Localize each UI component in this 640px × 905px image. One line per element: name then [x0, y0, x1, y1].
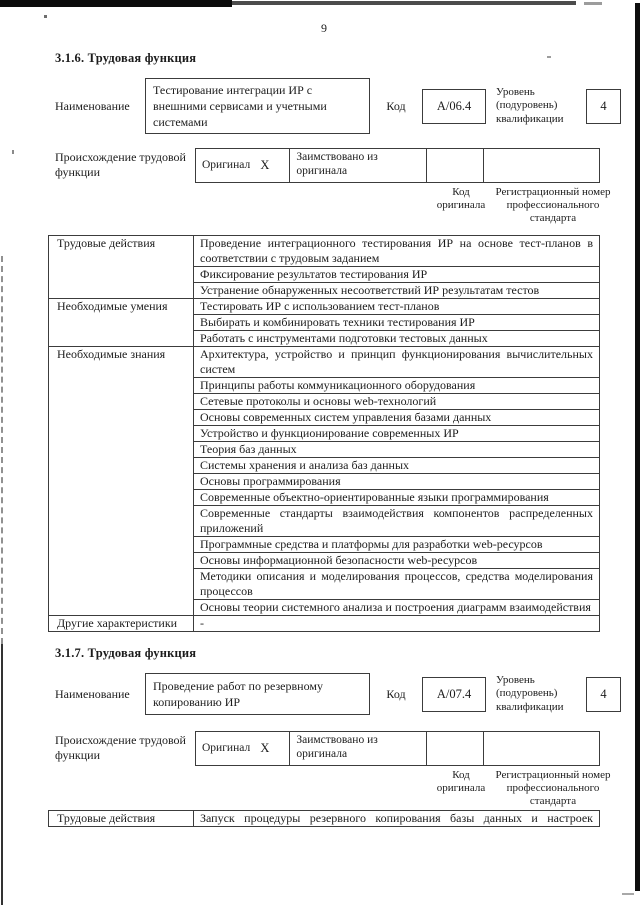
table-cell: Теория баз данных: [194, 442, 600, 458]
origin-original-label: Оригинал: [202, 158, 251, 171]
origin-reg-cell: [484, 149, 600, 183]
function-name-value: Проведение работ по резервному копированию ИР: [153, 679, 323, 709]
origin-label: Происхождение трудовой функции: [55, 733, 186, 762]
table-cell: Современные стандарты взаимодействия компонентов распределенных приложений: [194, 506, 600, 537]
level-label: Уровень (подуровень) квалификации: [496, 673, 564, 713]
origin-original-cell: [196, 732, 290, 766]
table-cell: Выбирать и комбинировать техники тестирования ИР: [194, 315, 600, 331]
row-label-other: Другие характеристики: [49, 616, 194, 632]
origin-sub-labels: [430, 769, 611, 808]
origin-code-cell: [426, 149, 483, 183]
level-value: 4: [600, 686, 607, 701]
row-label-actions: Трудовые действия: [49, 811, 194, 827]
origin-x-mark: X: [260, 157, 270, 172]
function-code-value: А/07.4: [436, 686, 472, 701]
table-cell: Запуск процедуры резервного копирования базы данных и настроек: [194, 811, 600, 827]
origin-reg-label: Регистрационный номер профессионального стандарта: [495, 186, 611, 224]
function-table-316: [48, 235, 600, 632]
level-value-box: [586, 677, 621, 712]
section-heading-317: 3.1.7. Трудовая функция: [55, 646, 197, 660]
origin-code-cell: [426, 732, 483, 766]
table-cell: Тестировать ИР с использованием тест-планов: [194, 299, 600, 315]
section-heading-316: 3.1.6. Трудовая функция: [55, 51, 197, 65]
origin-borrowed-cell: Заимствовано из оригинала: [290, 149, 427, 183]
origin-original-label: Оригинал: [202, 741, 251, 754]
table-cell: Фиксирование результатов тестирования ИР: [194, 267, 600, 283]
table-cell: Архитектура, устройство и принцип функционирования вычислительных систем: [194, 347, 600, 378]
function-name-box: [145, 673, 370, 715]
table-cell: Основы современных систем управления базами данных: [194, 410, 600, 426]
table-cell: Основы теории системного анализа и построения диаграмм взаимодействия: [194, 600, 600, 616]
origin-code-label: Код оригинала: [436, 186, 486, 211]
origin-x-mark: X: [260, 740, 270, 755]
function-code-box: [422, 89, 486, 124]
origin-row-316: [55, 148, 600, 183]
function-name-box: [145, 78, 370, 134]
table-cell: Устранение обнаруженных несоответствий ИР результатам тестов: [194, 283, 600, 299]
level-value: 4: [600, 98, 607, 113]
code-label: Код: [386, 98, 406, 113]
table-cell: Основы информационной безопасности web-ресурсов: [194, 553, 600, 569]
function-code-box: [422, 677, 486, 712]
table-cell: Сетевые протоколы и основы web-технологий: [194, 394, 600, 410]
table-cell: Устройство и функционирование современных ИР: [194, 426, 600, 442]
table-cell: Системы хранения и анализа баз данных: [194, 458, 600, 474]
origin-label: Происхождение трудовой функции: [55, 150, 186, 179]
row-label-knowledge: Необходимые знания: [49, 347, 194, 616]
name-label: Наименование: [55, 98, 130, 113]
table-cell: -: [194, 616, 600, 632]
name-label: Наименование: [55, 686, 130, 701]
table-cell: Программные средства и платформы для разработки web-ресурсов: [194, 537, 600, 553]
table-cell: Принципы работы коммуникационного оборудования: [194, 378, 600, 394]
origin-reg-cell: [484, 732, 600, 766]
origin-sub-labels: [430, 186, 611, 225]
page-number: 9: [321, 21, 327, 35]
scan-artifact-speck: [622, 893, 634, 895]
table-cell: Проведение интеграционного тестирования ИР на основе тест-планов в соответствии с трудовым заданием: [194, 236, 600, 267]
origin-row-317: [55, 731, 600, 766]
level-label: Уровень (подуровень) квалификации: [496, 85, 564, 125]
level-value-box: [586, 89, 621, 124]
function-name-value: Тестирование интеграции ИР с внешними сервисами и учетными системами: [153, 83, 327, 129]
origin-table: [195, 148, 600, 183]
origin-table: [195, 731, 600, 766]
row-label-actions: Трудовые действия: [49, 236, 194, 299]
table-cell: Методики описания и моделирования процессов, средства моделирования процессов: [194, 569, 600, 600]
table-cell: Современные объектно-ориентированные языки программирования: [194, 490, 600, 506]
table-cell: Работать с инструментами подготовки тестовых данных: [194, 331, 600, 347]
function-code-value: А/06.4: [436, 98, 472, 113]
code-label: Код: [386, 686, 406, 701]
origin-original-cell: [196, 149, 290, 183]
origin-reg-label: Регистрационный номер профессионального стандарта: [495, 769, 611, 807]
origin-code-label: Код оригинала: [436, 769, 486, 794]
row-label-skills: Необходимые умения: [49, 299, 194, 347]
function-name-row-317: [55, 673, 607, 715]
function-name-row-316: [55, 78, 607, 134]
table-cell: Основы программирования: [194, 474, 600, 490]
origin-borrowed-cell: Заимствовано из оригинала: [290, 732, 427, 766]
function-table-317: [48, 810, 600, 827]
